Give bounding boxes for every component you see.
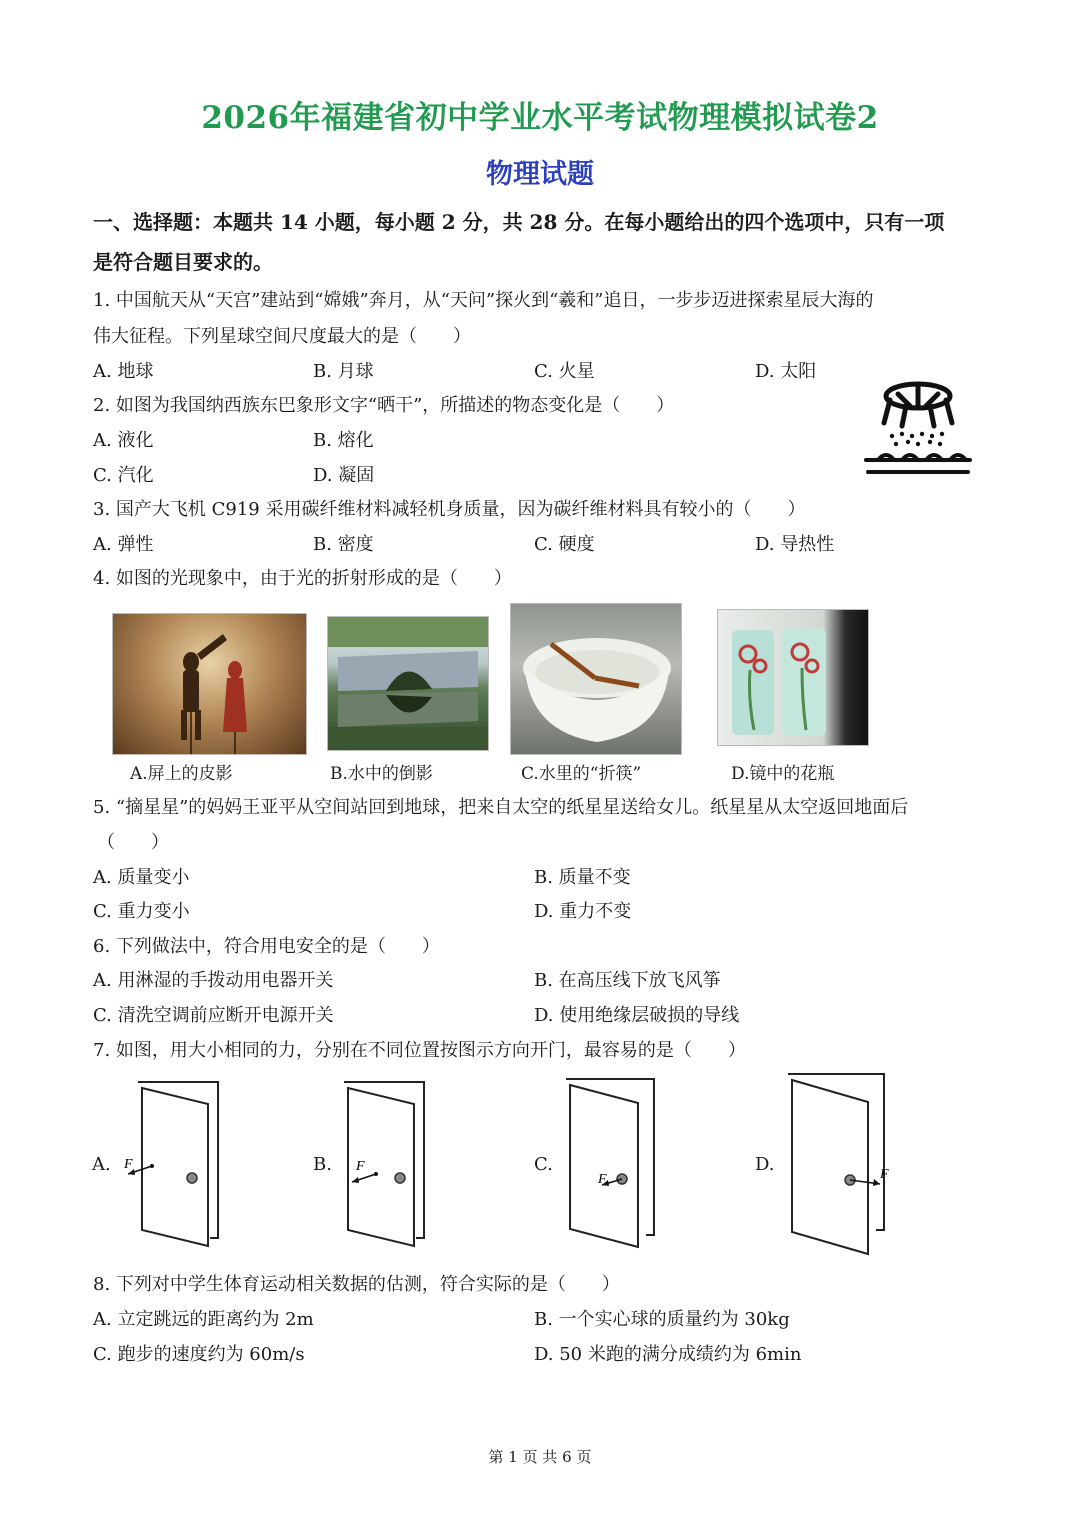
- q4-caption-c: C.水里的“折筷”: [521, 764, 642, 784]
- q8-option-d: D. 50 米跑的满分成绩约为 6min: [534, 1344, 802, 1365]
- q2-option-c: C. 汽化: [93, 465, 154, 486]
- q8-stem: 8. 下列对中学生体育运动相关数据的估测，符合实际的是（ ）: [93, 1274, 620, 1295]
- q8-option-a: A. 立定跳远的距离约为 2m: [93, 1309, 314, 1330]
- q2-option-b: B. 熔化: [313, 430, 374, 451]
- q4-caption-b: B.水中的倒影: [330, 764, 433, 784]
- q1-option-b: B. 月球: [313, 361, 374, 382]
- q6-option-c: C. 清洗空调前应断开电源开关: [93, 1005, 334, 1026]
- q5-option-b: B. 质量不变: [534, 867, 631, 888]
- q5-option-d: D. 重力不变: [534, 901, 632, 922]
- dongba-pictograph-image: [858, 378, 978, 478]
- q2-option-a: A. 液化: [93, 430, 154, 451]
- q3-option-d: D. 导热性: [755, 534, 835, 555]
- force-label-d: F: [880, 1167, 889, 1182]
- mirror-vase-photo: [717, 609, 869, 746]
- force-label-b: F: [356, 1159, 365, 1174]
- bent-chopstick-photo: [510, 603, 682, 755]
- exam-title: 2026年福建省初中学业水平考试物理模拟试卷2: [201, 100, 879, 136]
- q3-option-a: A. 弹性: [93, 534, 154, 555]
- q3-stem: 3. 国产大飞机 C919 采用碳纤维材料减轻机身质量，因为碳纤维材料具有较小的（ ）: [93, 499, 806, 520]
- q7-label-b: B.: [313, 1154, 332, 1175]
- section-heading-line2: 是符合题目要求的。: [93, 250, 273, 274]
- door-diagram-d: [780, 1070, 895, 1258]
- q7-label-d: D.: [755, 1154, 775, 1175]
- q1-option-c: C. 火星: [534, 361, 595, 382]
- q1-option-d: D. 太阳: [755, 361, 817, 382]
- bridge-reflection-photo: [327, 616, 489, 751]
- q4-stem: 4. 如图的光现象中，由于光的折射形成的是（ ）: [93, 568, 512, 589]
- q1-option-a: A. 地球: [93, 361, 154, 382]
- q2-stem: 2. 如图为我国纳西族东巴象形文字“晒干”，所描述的物态变化是（ ）: [93, 395, 675, 416]
- exam-subtitle: 物理试题: [486, 159, 594, 190]
- q1-stem-line1: 1. 中国航天从“天宫”建站到“嫦娥”奔月，从“天问”探火到“羲和”追日，一步步迈进探索星辰大海的: [93, 290, 874, 311]
- section-heading-line1: 一、选择题：本题共 14 小题，每小题 2 分，共 28 分。在每小题给出的四个选项中，只有一项: [93, 210, 945, 234]
- q7-label-c: C.: [534, 1154, 553, 1175]
- q8-option-c: C. 跑步的速度约为 60m/s: [93, 1344, 305, 1365]
- page-number: 第 1 页 共 6 页: [488, 1448, 592, 1466]
- q4-caption-d: D.镜中的花瓶: [731, 764, 835, 784]
- q6-stem: 6. 下列做法中，符合用电安全的是（ ）: [93, 936, 440, 957]
- q7-stem: 7. 如图，用大小相同的力，分别在不同位置按图示方向开门，最容易的是（ ）: [93, 1040, 746, 1061]
- q5-stem-line1: 5. “摘星星”的妈妈王亚平从空间站回到地球，把来自太空的纸星星送给女儿。纸星星从太空返回地面后: [93, 797, 909, 818]
- q5-option-c: C. 重力变小: [93, 901, 190, 922]
- q6-option-a: A. 用淋湿的手拨动用电器开关: [93, 970, 334, 991]
- door-diagram-a: [118, 1078, 228, 1253]
- q6-option-b: B. 在高压线下放飞风筝: [534, 970, 721, 991]
- q2-option-d: D. 凝固: [313, 465, 375, 486]
- q7-label-a: A.: [92, 1154, 111, 1175]
- q5-stem-line2: （ ）: [97, 832, 169, 853]
- door-diagram-b: [338, 1078, 448, 1253]
- q5-option-a: A. 质量变小: [93, 867, 190, 888]
- q6-option-d: D. 使用绝缘层破损的导线: [534, 1005, 740, 1026]
- force-label-c: F: [598, 1172, 607, 1187]
- force-label-a: F: [124, 1157, 133, 1172]
- q4-caption-a: A.屏上的皮影: [130, 764, 233, 784]
- q3-option-c: C. 硬度: [534, 534, 595, 555]
- q3-option-b: B. 密度: [313, 534, 374, 555]
- door-diagram-c: [560, 1075, 670, 1253]
- shadow-puppet-photo: [112, 613, 307, 755]
- q8-option-b: B. 一个实心球的质量约为 30kg: [534, 1309, 790, 1330]
- q1-stem-line2: 伟大征程。下列星球空间尺度最大的是（ ）: [93, 326, 471, 347]
